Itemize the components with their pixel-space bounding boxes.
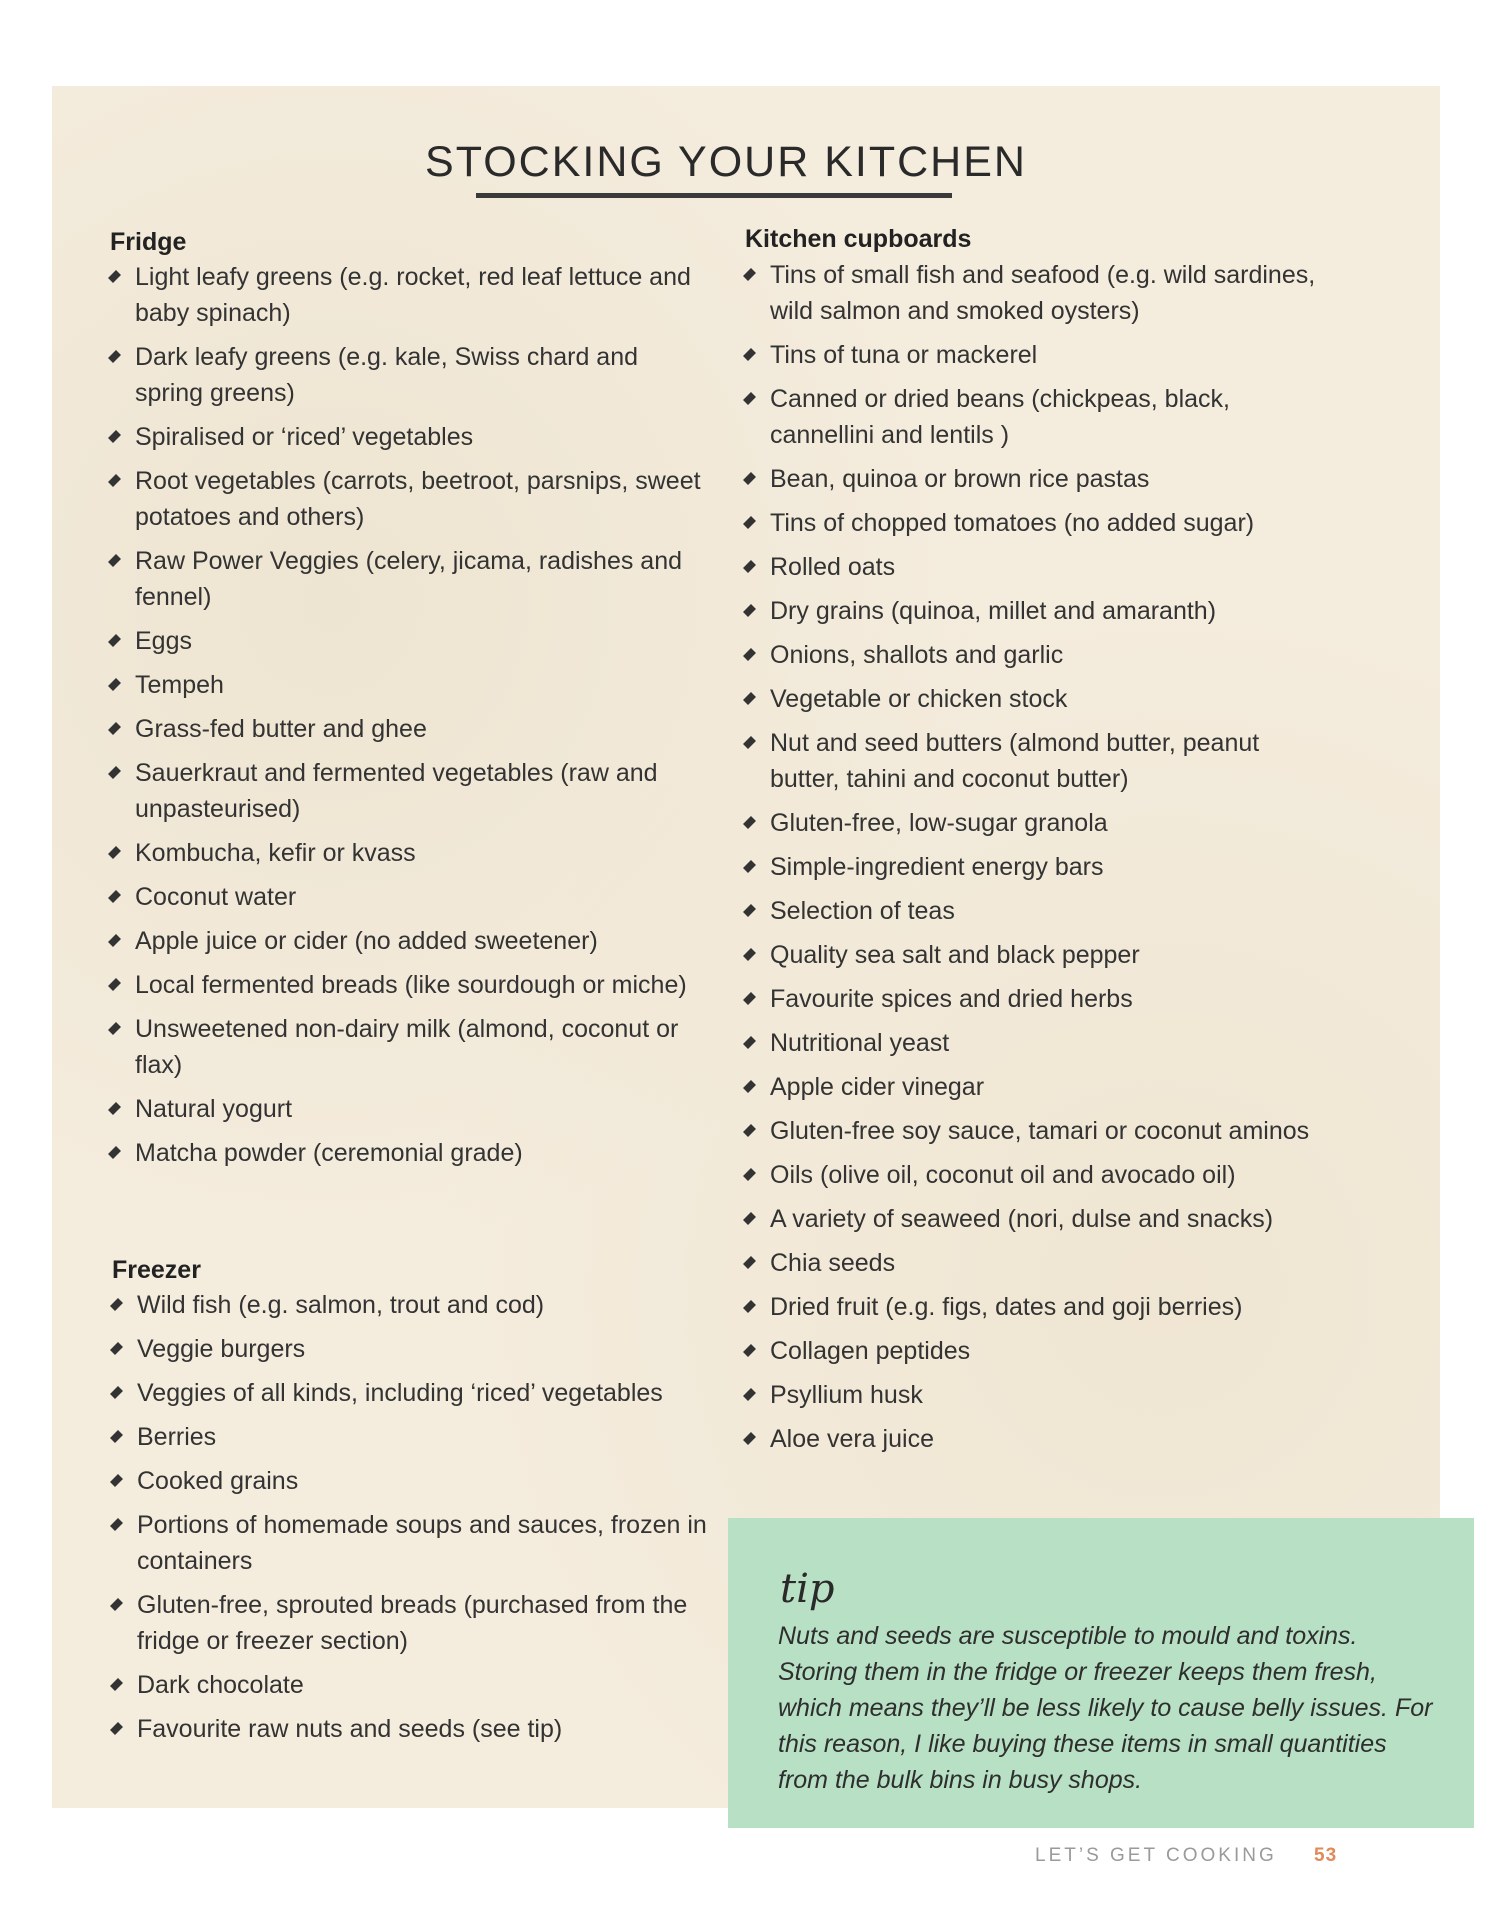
- diamond-bullet-icon: [108, 766, 121, 779]
- diamond-bullet-icon: [743, 992, 756, 1005]
- list-item-text: Apple cider vinegar: [770, 1073, 985, 1101]
- diamond-bullet-icon: [108, 270, 121, 283]
- diamond-bullet-icon: [743, 648, 756, 661]
- diamond-bullet-icon: [110, 1678, 123, 1691]
- diamond-bullet-icon: [110, 1518, 123, 1531]
- diamond-bullet-icon: [743, 516, 756, 529]
- list-item-text: Tins of tuna or mackerel: [770, 341, 1038, 369]
- diamond-bullet-icon: [743, 1344, 756, 1357]
- list-item-text: Dark chocolate: [137, 1671, 304, 1699]
- list-item-text: Cooked grains: [137, 1467, 299, 1495]
- diamond-bullet-icon: [108, 634, 121, 647]
- list-item-text: Dry grains (quinoa, millet and amaranth): [770, 597, 1217, 625]
- diamond-bullet-icon: [108, 722, 121, 735]
- list-item-text: Gluten-free, low-sugar granola: [770, 809, 1108, 837]
- list-item: [112, 1419, 712, 1455]
- list-item-text: Tins of chopped tomatoes (no added sugar): [770, 509, 1255, 537]
- list-item: [745, 805, 1325, 841]
- list-item-text: Rolled oats: [770, 553, 896, 581]
- diamond-bullet-icon: [743, 1080, 756, 1093]
- list-item: [110, 1135, 710, 1171]
- list-item-text: Root vegetables (carrots, beetroot, parsnips, sweet potatoes and others): [135, 467, 701, 531]
- list-item: [110, 623, 710, 659]
- diamond-bullet-icon: [110, 1430, 123, 1443]
- cupboards-list: [745, 257, 1325, 1465]
- list-item: [112, 1507, 712, 1579]
- list-item-text: Apple juice or cider (no added sweetener): [135, 927, 598, 955]
- diamond-bullet-icon: [743, 692, 756, 705]
- diamond-bullet-icon: [108, 474, 121, 487]
- list-item: [745, 1377, 1325, 1413]
- list-item-text: Oils (olive oil, coconut oil and avocado oil): [770, 1161, 1236, 1189]
- list-item: [110, 879, 710, 915]
- list-item: [112, 1587, 712, 1659]
- diamond-bullet-icon: [110, 1386, 123, 1399]
- list-item: [745, 381, 1325, 453]
- list-item: [745, 337, 1325, 373]
- list-item: [745, 637, 1325, 673]
- list-item-text: Quality sea salt and black pepper: [770, 941, 1140, 969]
- list-item-text: Raw Power Veggies (celery, jicama, radishes and fennel): [135, 547, 683, 611]
- list-item: [110, 835, 710, 871]
- diamond-bullet-icon: [108, 1022, 121, 1035]
- list-item-text: Favourite spices and dried herbs: [770, 985, 1133, 1013]
- diamond-bullet-icon: [108, 1102, 121, 1115]
- tip-box: [728, 1518, 1474, 1828]
- diamond-bullet-icon: [743, 392, 756, 405]
- list-item-text: Vegetable or chicken stock: [770, 685, 1068, 713]
- list-item-text: Matcha powder (ceremonial grade): [135, 1139, 523, 1167]
- list-item: [745, 681, 1325, 717]
- diamond-bullet-icon: [108, 554, 121, 567]
- list-item-text: Tins of small fish and seafood (e.g. wild sardines, wild salmon and smoked oysters): [770, 261, 1316, 325]
- list-item-text: Simple-ingredient energy bars: [770, 853, 1104, 881]
- list-item: [745, 1245, 1325, 1281]
- list-item: [745, 725, 1325, 797]
- list-item: [112, 1667, 712, 1703]
- list-item: [110, 339, 710, 411]
- list-item: [745, 1289, 1325, 1325]
- diamond-bullet-icon: [743, 1432, 756, 1445]
- list-item: [110, 419, 710, 455]
- diamond-bullet-icon: [743, 1256, 756, 1269]
- list-item-text: Nutritional yeast: [770, 1029, 950, 1057]
- list-item: [745, 1069, 1325, 1105]
- list-item-text: Wild fish (e.g. salmon, trout and cod): [137, 1291, 545, 1319]
- list-item: [110, 755, 710, 827]
- list-item: [745, 593, 1325, 629]
- list-item-text: Portions of homemade soups and sauces, frozen in containers: [137, 1511, 707, 1575]
- diamond-bullet-icon: [743, 1388, 756, 1401]
- list-item: [110, 463, 710, 535]
- list-item: [745, 1157, 1325, 1193]
- list-item: [110, 259, 710, 331]
- list-item-text: Local fermented breads (like sourdough or miche): [135, 971, 687, 999]
- list-item-text: Nut and seed butters (almond butter, peanut butter, tahini and coconut butter): [770, 729, 1260, 793]
- list-item: [745, 849, 1325, 885]
- list-item-text: Kombucha, kefir or kvass: [135, 839, 416, 867]
- list-item: [745, 257, 1325, 329]
- list-item-text: Berries: [137, 1423, 217, 1451]
- list-item: [745, 461, 1325, 497]
- diamond-bullet-icon: [108, 846, 121, 859]
- tip-text: Nuts and seeds are susceptible to mould and toxins. Storing them in the fridge or freezer keeps them fresh, which means they’ll be less likely to cause belly issues. For this reason, I like buying these items in small quantities from the bulk bins in busy shops.: [778, 1622, 1433, 1794]
- list-item: [110, 543, 710, 615]
- list-item-text: Light leafy greens (e.g. rocket, red leaf lettuce and baby spinach): [135, 263, 691, 327]
- list-item: [745, 893, 1325, 929]
- list-item-text: Dark leafy greens (e.g. kale, Swiss chard and spring greens): [135, 343, 639, 407]
- diamond-bullet-icon: [743, 1036, 756, 1049]
- diamond-bullet-icon: [110, 1298, 123, 1311]
- diamond-bullet-icon: [743, 948, 756, 961]
- list-item-text: Veggies of all kinds, including ‘riced’ vegetables: [137, 1379, 663, 1407]
- diamond-bullet-icon: [743, 860, 756, 873]
- list-item: [745, 1201, 1325, 1237]
- freezer-list: [112, 1287, 712, 1755]
- list-item-text: Chia seeds: [770, 1249, 896, 1277]
- diamond-bullet-icon: [108, 678, 121, 691]
- list-item: [112, 1463, 712, 1499]
- list-item: [110, 667, 710, 703]
- list-item-text: Natural yogurt: [135, 1095, 293, 1123]
- list-item: [110, 1011, 710, 1083]
- list-item: [112, 1287, 712, 1323]
- diamond-bullet-icon: [110, 1474, 123, 1487]
- diamond-bullet-icon: [108, 1146, 121, 1159]
- diamond-bullet-icon: [110, 1722, 123, 1735]
- diamond-bullet-icon: [108, 934, 121, 947]
- list-item-text: Selection of teas: [770, 897, 955, 925]
- list-item: [110, 1091, 710, 1127]
- diamond-bullet-icon: [108, 350, 121, 363]
- cupboards-heading: Kitchen cupboards: [745, 225, 972, 253]
- diamond-bullet-icon: [110, 1342, 123, 1355]
- list-item-text: Eggs: [135, 627, 192, 655]
- page-title: STOCKING YOUR KITCHEN: [425, 138, 1027, 186]
- diamond-bullet-icon: [743, 472, 756, 485]
- list-item: [745, 937, 1325, 973]
- list-item-text: Psyllium husk: [770, 1381, 923, 1409]
- diamond-bullet-icon: [743, 816, 756, 829]
- fridge-heading: Fridge: [110, 228, 187, 256]
- diamond-bullet-icon: [743, 736, 756, 749]
- diamond-bullet-icon: [743, 1168, 756, 1181]
- list-item: [110, 923, 710, 959]
- diamond-bullet-icon: [108, 430, 121, 443]
- list-item-text: Dried fruit (e.g. figs, dates and goji berries): [770, 1293, 1243, 1321]
- tip-label: tip: [780, 1566, 835, 1612]
- list-item-text: Gluten-free, sprouted breads (purchased from the fridge or freezer section): [137, 1591, 688, 1655]
- list-item-text: Bean, quinoa or brown rice pastas: [770, 465, 1150, 493]
- diamond-bullet-icon: [108, 978, 121, 991]
- fridge-list: [110, 259, 710, 1179]
- diamond-bullet-icon: [743, 1124, 756, 1137]
- list-item-text: Unsweetened non-dairy milk (almond, coconut or flax): [135, 1015, 679, 1079]
- list-item-text: Favourite raw nuts and seeds (see tip): [137, 1715, 563, 1743]
- list-item: [112, 1375, 712, 1411]
- list-item-text: Collagen peptides: [770, 1337, 971, 1365]
- list-item-text: Gluten-free soy sauce, tamari or coconut aminos: [770, 1117, 1310, 1145]
- diamond-bullet-icon: [743, 604, 756, 617]
- list-item-text: Spiralised or ‘riced’ vegetables: [135, 423, 474, 451]
- list-item: [112, 1331, 712, 1367]
- list-item: [110, 711, 710, 747]
- diamond-bullet-icon: [743, 268, 756, 281]
- diamond-bullet-icon: [108, 890, 121, 903]
- list-item: [745, 505, 1325, 541]
- diamond-bullet-icon: [743, 904, 756, 917]
- list-item-text: Onions, shallots and garlic: [770, 641, 1064, 669]
- list-item: [745, 1025, 1325, 1061]
- list-item-text: Grass-fed butter and ghee: [135, 715, 427, 743]
- list-item-text: Aloe vera juice: [770, 1425, 934, 1453]
- diamond-bullet-icon: [743, 1300, 756, 1313]
- list-item: [745, 1113, 1325, 1149]
- list-item-text: Veggie burgers: [137, 1335, 306, 1363]
- freezer-heading: Freezer: [112, 1256, 201, 1284]
- list-item: [745, 549, 1325, 585]
- title-underline: [476, 193, 952, 198]
- list-item: [112, 1711, 712, 1747]
- diamond-bullet-icon: [743, 348, 756, 361]
- list-item: [110, 967, 710, 1003]
- list-item-text: Canned or dried beans (chickpeas, black, cannellini and lentils ): [770, 385, 1230, 449]
- list-item-text: A variety of seaweed (nori, dulse and snacks): [770, 1205, 1274, 1233]
- list-item: [745, 1421, 1325, 1457]
- list-item-text: Tempeh: [135, 671, 224, 699]
- list-item: [745, 981, 1325, 1017]
- list-item: [745, 1333, 1325, 1369]
- diamond-bullet-icon: [743, 1212, 756, 1225]
- list-item-text: Sauerkraut and fermented vegetables (raw and unpasteurised): [135, 759, 658, 823]
- list-item-text: Coconut water: [135, 883, 297, 911]
- diamond-bullet-icon: [743, 560, 756, 573]
- diamond-bullet-icon: [110, 1598, 123, 1611]
- page-number: 53: [1314, 1845, 1338, 1866]
- footer-section: LET’S GET COOKING: [1035, 1845, 1277, 1866]
